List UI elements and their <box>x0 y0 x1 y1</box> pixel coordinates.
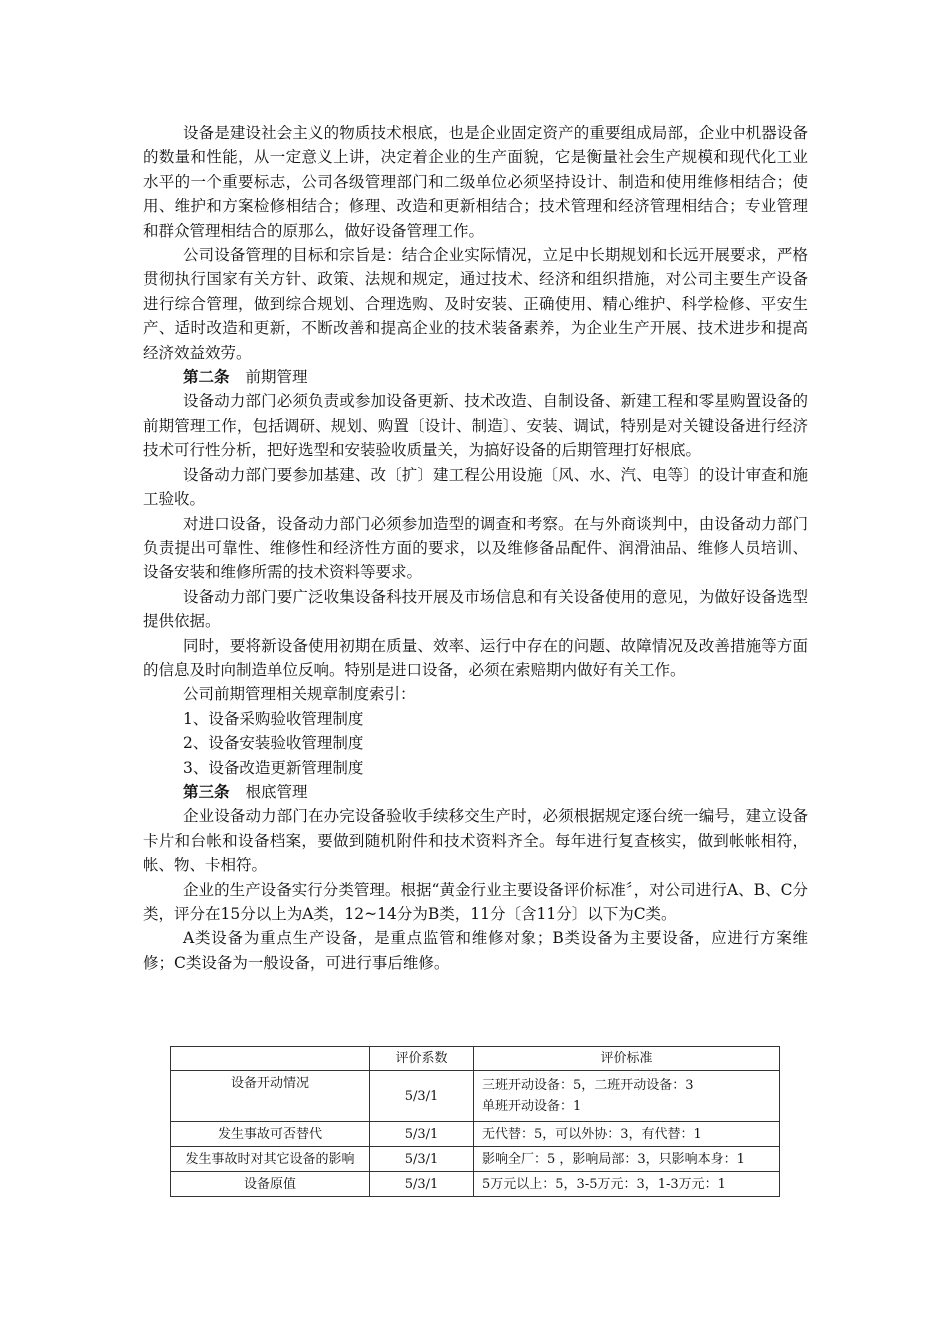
table-cell-item: 设备开动情况 <box>171 1071 370 1122</box>
paragraph: 公司前期管理相关规章制度索引： <box>183 685 416 704</box>
paragraph-goals: 公司设备管理的目标和宗旨是：结合企业实际情况，立足中长期规划和长远开展要求，严格贯彻执行国家有关方针、政策、法规和规定，通过技术、经济和组织措施，对公司主要生产设备进行综合管理，做到综合规划、合理选购、及时安装、正确使用、精心维护、科学检修、平安生产、适时改造和更新，不断改善和提高企业的技术装备素养，为企业生产开展、技术进步和提高经济效益效劳。 <box>143 246 808 362</box>
document-body <box>143 121 808 975</box>
table-cell-standard: 影响全厂：5 ，影响局部：3，只影响本身：1 <box>474 1147 780 1172</box>
table-cell-coef: 5/3/1 <box>370 1172 474 1197</box>
table-row <box>171 1172 780 1197</box>
paragraph: 企业设备动力部门在办完设备验收手续移交生产时，必须根据规定逐台统一编号，建立设备卡片和台帐和设备档案，要做到随机附件和技术资料齐全。每年进行复查核实，做到帐帐相符，帐、物、卡相符。 <box>143 807 808 875</box>
standard-line: 三班开动设备：5，二班开动设备：3 <box>482 1078 694 1093</box>
paragraph: 对进口设备，设备动力部门必须参加造型的调查和考察。在与外商谈判中，由设备动力部门负责提出可靠性、维修性和经济性方面的要求，以及维修备品配件、润滑油品、维修人员培训、设备安装和维修所需的技术资料等要求。 <box>143 514 808 582</box>
table-row <box>171 1071 780 1122</box>
paragraph-intro: 设备是建设社会主义的物质技术根底，也是企业固定资产的重要组成局部，企业中机器设备的数量和性能，从一定意义上讲，决定着企业的生产面貌，它是衡量社会生产规模和现代化工业水平的一个重要标志，公司各级管理部门和二级单位必须坚持设计、制造和使用维修相结合；使用、维护和方案检修相结合；修理、改造和更新相结合；技术管理和经济管理相结合；专业管理和群众管理相结合的原那么，做好设备管理工作。 <box>143 124 808 240</box>
section-title: 根底管理 <box>245 782 308 801</box>
standard-line: 单班开动设备：1 <box>482 1099 582 1114</box>
table-cell-standard: 无代替：5，可以外协：3，有代替：1 <box>474 1122 780 1147</box>
table-cell-standard <box>474 1071 780 1122</box>
evaluation-table <box>170 1046 780 1197</box>
table-cell-standard: 5万元以上：5，3-5万元：3，1-3万元：1 <box>474 1172 780 1197</box>
section-number: 第三条 <box>183 781 230 801</box>
table-row <box>171 1147 780 1172</box>
list-item: 3、设备改造更新管理制度 <box>183 758 364 777</box>
section-title: 前期管理 <box>245 368 308 387</box>
paragraph: 设备动力部门要广泛收集设备科技开展及市场信息和有关设备使用的意见，为做好设备选型提供依据。 <box>143 587 808 631</box>
table-cell-coef: 5/3/1 <box>370 1147 474 1172</box>
paragraph: 企业的生产设备实行分类管理。根据“黄金行业主要设备评价标准〞，对公司进行A、B、C分类，评分在15分以上为A类，12~14分为B类，11分〔含11分〕以下为C类。 <box>143 880 808 923</box>
table-header-row <box>171 1047 780 1071</box>
table-header-cell: 评价标准 <box>474 1047 780 1071</box>
table-header-cell <box>171 1047 370 1071</box>
paragraph: 设备动力部门必须负责或参加设备更新、技术改造、自制设备、新建工程和零星购置设备的前期管理工作，包括调研、规划、购置〔设计、制造〕、安装、调试，特别是对关键设备进行经济技术可行性分析，把好选型和安装验收质量关，为搞好设备的后期管理打好根底。 <box>143 392 808 460</box>
list-item: 1、设备采购验收管理制度 <box>183 709 364 728</box>
table-cell-item: 设备原值 <box>171 1172 370 1197</box>
table-header-cell: 评价系数 <box>370 1047 474 1071</box>
table-cell-item: 发生事故可否替代 <box>171 1122 370 1147</box>
paragraph: 设备动力部门要参加基建、改〔扩〕建工程公用设施〔风、水、汽、电等〕的设计审查和施工验收。 <box>143 465 808 509</box>
table-cell-coef: 5/3/1 <box>370 1122 474 1147</box>
paragraph: A类设备为重点生产设备，是重点监管和维修对象；B类设备为主要设备，应进行方案维修；C类设备为一般设备，可进行事后维修。 <box>143 929 808 972</box>
table-row <box>171 1122 780 1147</box>
section-heading-3 <box>143 780 808 804</box>
section-number: 第二条 <box>183 367 230 387</box>
table-cell-coef: 5/3/1 <box>370 1071 474 1122</box>
list-item: 2、设备安装验收管理制度 <box>183 734 364 753</box>
paragraph: 同时，要将新设备使用初期在质量、效率、运行中存在的问题、故障情况及改善措施等方面的信息及时向制造单位反响。特别是进口设备，必须在索赔期内做好有关工作。 <box>143 636 808 679</box>
table-cell-item: 发生事故时对其它设备的影响 <box>171 1147 370 1172</box>
section-heading-2 <box>143 365 808 389</box>
